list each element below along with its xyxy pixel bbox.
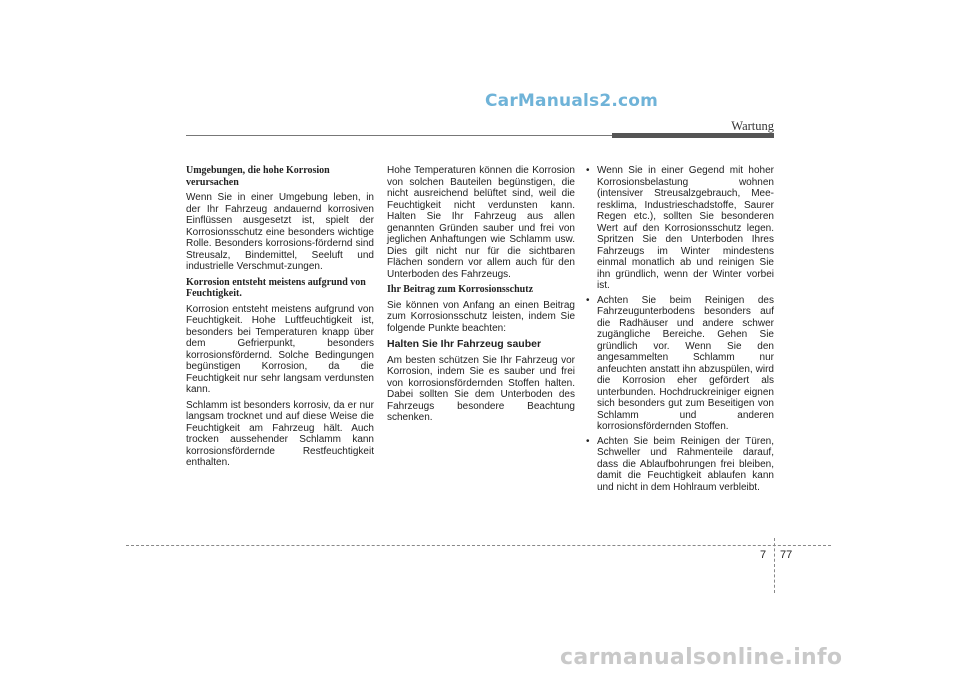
paragraph: Korrosion entsteht meistens aufgrund von Feuchtigkeit. Hohe Luftfeuchtigkeit ist, besonders bei Temperaturen knapp über dem Gefrierpunkt, besonders korrosionsfördernd. Solche Bedingungen begünstigen Korrosion, da die Feuchtigkeit nur sehr langsam verdunsten kann.: [186, 303, 374, 395]
heading-contribution: Ihr Beitrag zum Korrosionsschutz: [387, 284, 534, 295]
paragraph: Sie können von Anfang an einen Beitrag zum Korrosionsschutz leisten, indem Sie folgende Punkte beachten:: [387, 299, 575, 334]
list-item: • Wenn Sie in einer Gegend mit hoher Korrosionsbelastung wohnen (intensiver Streusalzgebrauch, Mee-resklima, Industrieschadstoffe, Saurer Regen etc.), sollten Sie besonderen Wert auf den Korrosionsschutz legen. Spritzen Sie den Unterboden Ihres Fahrzeugs im Winter mindestens einmal monatlich ab und reinigen Sie ihn gründlich, wenn der Winter vorbei ist.: [586, 165, 774, 292]
header-rule-accent: [612, 133, 774, 138]
footer-rule: [126, 545, 831, 546]
chapter-number: 7: [760, 549, 767, 561]
heading-environments: Umgebungen, die hohe Korrosion verursachen: [186, 165, 330, 188]
heading-moisture: Korrosion entsteht meistens aufgrund von Feuchtigkeit.: [186, 276, 366, 299]
paragraph: Hohe Temperaturen können die Korrosion von solchen Bauteilen begünstigen, die nicht ausreichend belüftet sind, weil die Feuchtigkeit nicht verdunsten kann. Halten Sie Ihr Fahrzeug aus allen genannten Gründen sauber und frei von jeglichen Anhaftungen wie Schlamm usw. Dies gilt nicht nur für die sichtbaren Flächen sondern vor allem auch für den Unterboden des Fahrzeugs.: [387, 165, 575, 280]
paragraph: Schlamm ist besonders korrosiv, da er nur langsam trocknet und auf diese Weise die Feuchtigkeit am Fahrzeug hält. Auch trocken aussehender Schlamm kann korrosionsfördernde Restfeuchtigkeit enthalten.: [186, 399, 374, 468]
page-number: 77: [780, 549, 793, 561]
paragraph: Wenn Sie in einer Umgebung leben, in der Ihr Fahrzeug andauernd korrosiven Einflüssen ausgesetzt ist, spielt der Korrosionsschutz eine besonders wichtige Rolle. Besonders korrosions-fördernd sind Streusalz, Bindemittel, Seeluft und industrielle Verschmut-zungen.: [186, 192, 374, 272]
watermark-bottom: carmanualsonline.info: [560, 645, 843, 670]
list-item: • Achten Sie beim Reinigen der Türen, Schweller und Rahmenteile darauf, dass die Ablaufbohrungen frei bleiben, damit die Feuchtigkeit ablaufen kann und nicht in dem Hohlraum verbleibt.: [586, 436, 774, 494]
column-1: [186, 165, 374, 473]
paragraph: Am besten schützen Sie Ihr Fahrzeug vor Korrosion, indem Sie es sauber und frei von korrosionsfördernden Stoffen halten. Dabei sollten Sie dem Unterboden des Fahrzeugs besondere Beachtung schenken.: [387, 354, 575, 423]
section-title: Wartung: [731, 119, 774, 133]
column-2: [387, 165, 575, 428]
list-item: • Achten Sie beim Reinigen des Fahrzeugunterbodens besonders auf die Radhäuser und andere schwer zugängliche Bereiche. Gehen Sie gründlich vor. Wenn Sie den angesammelten Schlamm nur anfeuchten anstatt ihn abzuspülen, wird die Korrosion eher gefördert als unterbunden. Hochdruckreiniger eignen sich besonders gut zum Beseitigen von Schlamm und anderen korrosionsfördernden Stoffen.: [586, 295, 774, 433]
watermark-top: CarManuals2.com: [485, 91, 659, 111]
heading-keep-clean: Halten Sie Ihr Fahrzeug sauber: [387, 338, 542, 350]
page-number-separator: [774, 538, 775, 593]
column-3: [586, 165, 774, 496]
bullet-list: [586, 165, 774, 493]
